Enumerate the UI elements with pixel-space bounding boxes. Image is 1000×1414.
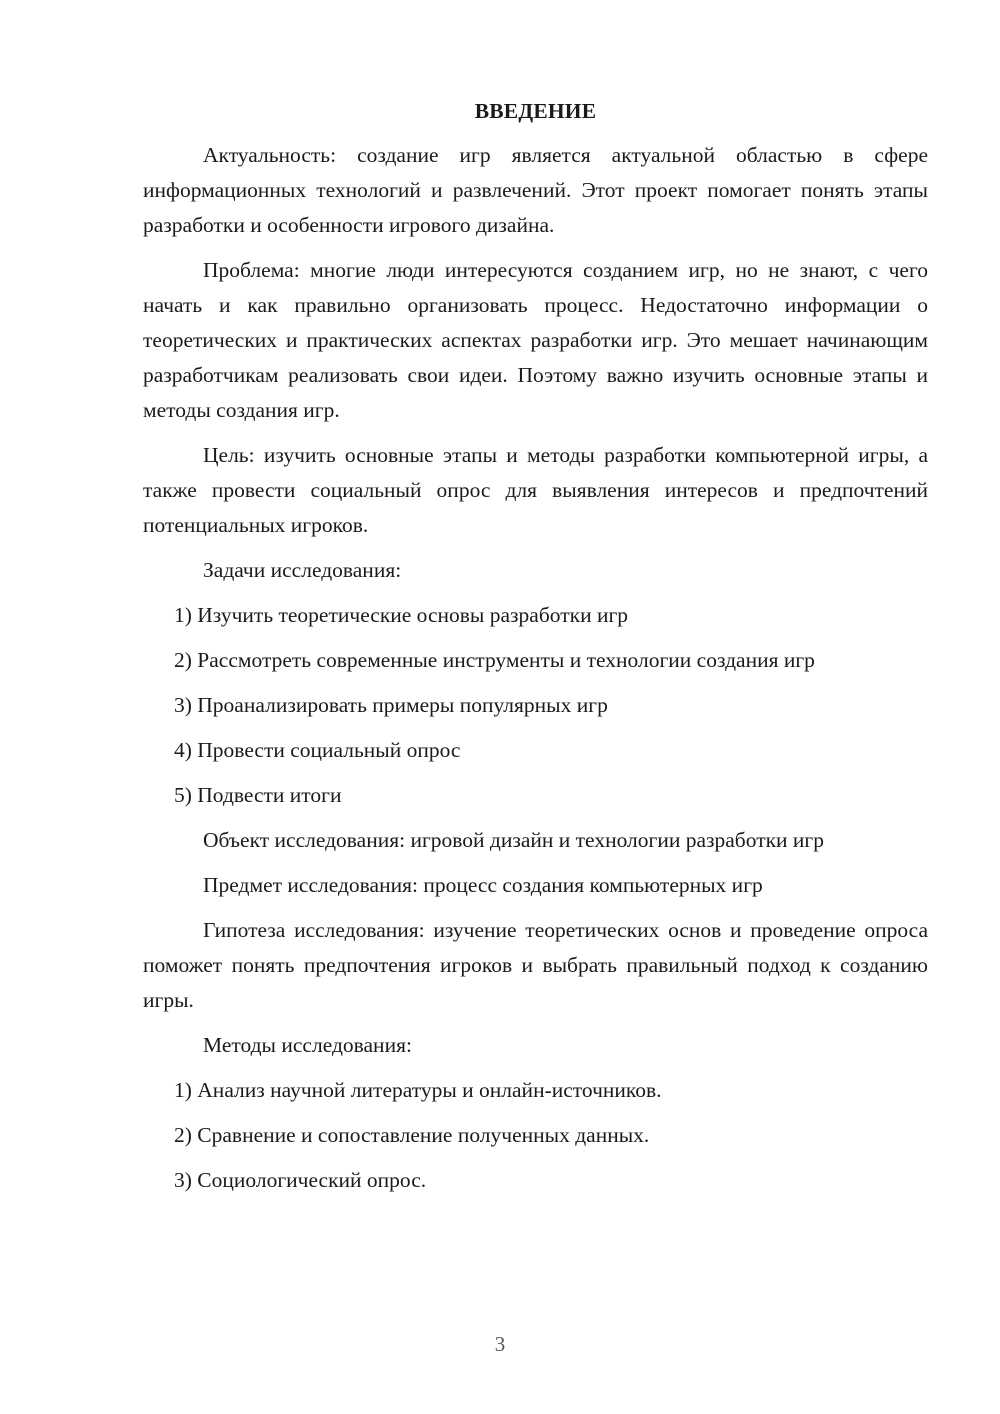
method-item: 3) Социологический опрос. — [174, 1168, 427, 1192]
methods-heading: Методы исследования: — [203, 1033, 412, 1057]
tasks-heading: Задачи исследования: — [203, 558, 402, 582]
task-item: 5) Подвести итоги — [174, 783, 342, 807]
section-title: ВВЕДЕНИЕ — [474, 99, 597, 123]
relevance-paragraph: Актуальность: создание игр является актуальной областью в сфере информационных технологий и развлечений. Этот проект помогает понять этапы разработки и особенности игрового дизайна. — [143, 143, 928, 237]
methods-list — [143, 1073, 928, 1198]
research-subject: Предмет исследования: процесс создания компьютерных игр — [203, 873, 763, 897]
goal-paragraph: Цель: изучить основные этапы и методы разработки компьютерной игры, а также провести социальный опрос для выявления интересов и предпочтений потенциальных игроков. — [143, 443, 928, 537]
task-item: 2) Рассмотреть современные инструменты и технологии создания игр — [174, 648, 815, 672]
page-number: 3 — [494, 1332, 506, 1356]
method-item: 1) Анализ научной литературы и онлайн-источников. — [174, 1078, 662, 1102]
problem-paragraph: Проблема: многие люди интересуются созданием игр, но не знают, с чего начать и как правильно организовать процесс. Недостаточно информации о теоретических и практических аспектах разработки игр. Это мешает начинающим разработчикам реализовать свои идеи. Поэтому важно изучить основные этапы и методы создания игр. — [143, 258, 928, 422]
task-item: 3) Проанализировать примеры популярных игр — [174, 693, 608, 717]
hypothesis-paragraph: Гипотеза исследования: изучение теоретических основ и проведение опроса поможет понять предпочтения игроков и выбрать правильный подход к созданию игры. — [143, 918, 928, 1012]
task-item: 1) Изучить теоретические основы разработки игр — [174, 603, 629, 627]
method-item: 2) Сравнение и сопоставление полученных данных. — [174, 1123, 650, 1147]
tasks-list — [143, 598, 928, 813]
document-page — [143, 94, 928, 1208]
research-object: Объект исследования: игровой дизайн и технологии разработки игр — [203, 828, 825, 852]
task-item: 4) Провести социальный опрос — [174, 738, 461, 762]
